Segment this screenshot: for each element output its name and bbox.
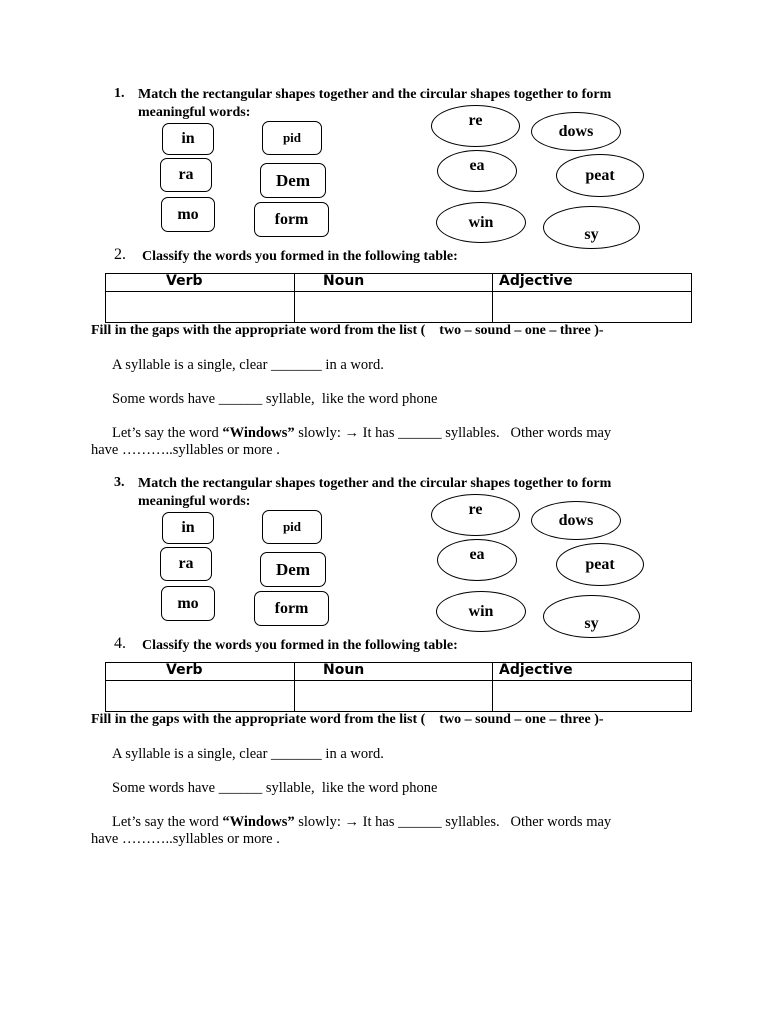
- fill-sentence-2: Some words have ______ syllable, like the word phone: [112, 391, 438, 407]
- rect-shape-form[interactable]: form: [254, 202, 329, 237]
- match-instruction: Match the rectangular shapes together and the circular shapes together to form meaningful words:: [138, 476, 612, 509]
- table-header-noun: Noun: [295, 663, 493, 681]
- rect-shape-in[interactable]: in: [162, 512, 214, 544]
- table-cell-verb[interactable]: [106, 292, 295, 323]
- table-header-verb: Verb: [106, 274, 295, 292]
- fill-sentence-3-continued: have ………..syllables or more .: [91, 831, 280, 847]
- oval-shape-peat[interactable]: peat: [556, 543, 644, 586]
- rect-shape-ra[interactable]: ra: [160, 547, 212, 581]
- oval-shape-peat[interactable]: peat: [556, 154, 644, 197]
- rect-shape-form[interactable]: form: [254, 591, 329, 626]
- highlight-word: “Windows”: [222, 425, 295, 441]
- fill-gaps-heading: Fill in the gaps with the appropriate word from the list ( two – sound – one – three )-: [91, 323, 604, 338]
- question-number: 2.: [114, 246, 126, 263]
- oval-shape-dows[interactable]: dows: [531, 112, 621, 151]
- highlight-word: “Windows”: [222, 814, 295, 830]
- oval-shape-re[interactable]: re: [431, 105, 520, 147]
- table-cell-noun[interactable]: [295, 292, 493, 323]
- fill-sentence-3: Let’s say the word “Windows” slowly: → It has ______ syllables. Other words may: [112, 814, 612, 830]
- oval-shape-win[interactable]: win: [436, 591, 526, 632]
- fill-gaps-heading: Fill in the gaps with the appropriate word from the list ( two – sound – one – three )-: [91, 712, 604, 727]
- classify-table: [105, 662, 692, 712]
- rect-shape-pid[interactable]: pid: [262, 510, 322, 544]
- table-header-verb: Verb: [106, 663, 295, 681]
- classify-instruction: Classify the words you formed in the following table:: [142, 638, 458, 653]
- oval-shape-win[interactable]: win: [436, 202, 526, 243]
- classify-table: [105, 273, 692, 323]
- rect-shape-dem[interactable]: Dem: [260, 552, 326, 587]
- table-cell-adjective[interactable]: [493, 292, 692, 323]
- rect-shape-ra[interactable]: ra: [160, 158, 212, 192]
- table-cell-noun[interactable]: [295, 681, 493, 712]
- fill-sentence-3: Let’s say the word “Windows” slowly: → It has ______ syllables. Other words may: [112, 425, 612, 441]
- table-cell-verb[interactable]: [106, 681, 295, 712]
- table-header-adjective: Adjective: [493, 663, 692, 681]
- oval-shape-sy[interactable]: sy: [543, 206, 640, 249]
- oval-shape-sy[interactable]: sy: [543, 595, 640, 638]
- rect-shape-dem[interactable]: Dem: [260, 163, 326, 198]
- rect-shape-mo[interactable]: mo: [161, 197, 215, 232]
- table-cell-adjective[interactable]: [493, 681, 692, 712]
- oval-shape-dows[interactable]: dows: [531, 501, 621, 540]
- fill-sentence-1: A syllable is a single, clear _______ in a word.: [112, 746, 384, 762]
- oval-shape-ea[interactable]: ea: [437, 539, 517, 581]
- match-instruction: Match the rectangular shapes together and the circular shapes together to form meaningful words:: [138, 87, 612, 120]
- fill-sentence-3-continued: have ………..syllables or more .: [91, 442, 280, 458]
- rect-shape-mo[interactable]: mo: [161, 586, 215, 621]
- table-header-adjective: Adjective: [493, 274, 692, 292]
- rect-shape-in[interactable]: in: [162, 123, 214, 155]
- classify-instruction: Classify the words you formed in the following table:: [142, 249, 458, 264]
- rect-shape-pid[interactable]: pid: [262, 121, 322, 155]
- question-number: 1.: [114, 86, 125, 101]
- fill-sentence-2: Some words have ______ syllable, like the word phone: [112, 780, 438, 796]
- table-header-noun: Noun: [295, 274, 493, 292]
- question-number: 4.: [114, 635, 126, 652]
- oval-shape-ea[interactable]: ea: [437, 150, 517, 192]
- oval-shape-re[interactable]: re: [431, 494, 520, 536]
- question-number: 3.: [114, 475, 125, 490]
- fill-sentence-1: A syllable is a single, clear _______ in a word.: [112, 357, 384, 373]
